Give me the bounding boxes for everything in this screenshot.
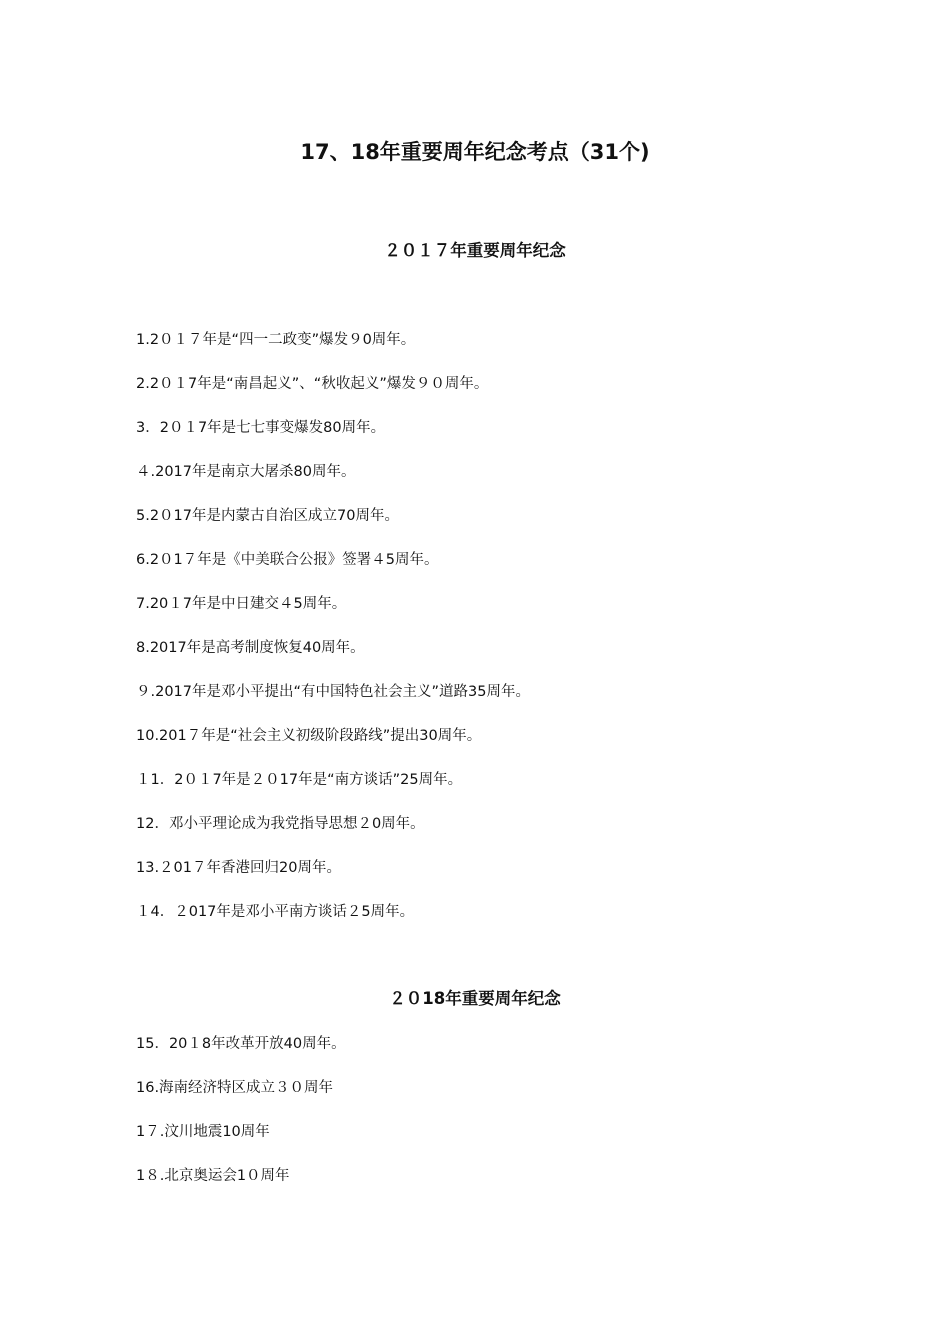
section-list-2018 <box>136 1022 910 1198</box>
list-item: ４.2017年是南京大屠杀80周年。 <box>136 464 356 480</box>
list-item: 1７.汶川地震10周年 <box>136 1124 270 1140</box>
list-item: １1．2０１7年是２０17年是“南方谈话”25周年。 <box>136 772 463 788</box>
list-item: 1８.北京奥运会1０周年 <box>136 1168 290 1184</box>
list-item: 16.海南经济特区成立３０周年 <box>136 1080 334 1096</box>
section-heading-2017: ２０１７年重要周年纪念 <box>384 241 566 260</box>
list-item: 12．邓小平理论成为我党指导思想２0周年。 <box>136 816 425 832</box>
list-item: 13.２01７年香港回归20周年。 <box>136 860 341 876</box>
document-title: 17、18年重要周年纪念考点（31个) <box>300 140 650 164</box>
list-item: 3．2０１7年是七七事变爆发80周年。 <box>136 420 386 436</box>
section-list-2017 <box>136 318 910 934</box>
list-item: 2.2０１7年是“南昌起义”、“秋收起义”爆发９０周年。 <box>136 376 489 392</box>
list-item: 15．20１8年改革开放40周年。 <box>136 1036 346 1052</box>
list-item: 8.2017年是高考制度恢复40周年。 <box>136 640 365 656</box>
list-item: ９.2017年是邓小平提出“有中国特色社会主义”道路35周年。 <box>136 684 530 700</box>
list-item: １4．２017年是邓小平南方谈话２5周年。 <box>136 904 415 920</box>
section-heading-2018: ２０18年重要周年纪念 <box>389 989 561 1008</box>
list-item: 10.201７年是“社会主义初级阶段路线”提出30周年。 <box>136 728 482 744</box>
list-item: 1.2０１７年是“四一二政变”爆发９0周年。 <box>136 332 416 348</box>
list-item: 5.2０17年是内蒙古自治区成立70周年。 <box>136 508 399 524</box>
list-item: 6.2０1７年是《中美联合公报》签署４5周年。 <box>136 552 439 568</box>
list-item: 7.20１7年是中日建交４5周年。 <box>136 596 347 612</box>
